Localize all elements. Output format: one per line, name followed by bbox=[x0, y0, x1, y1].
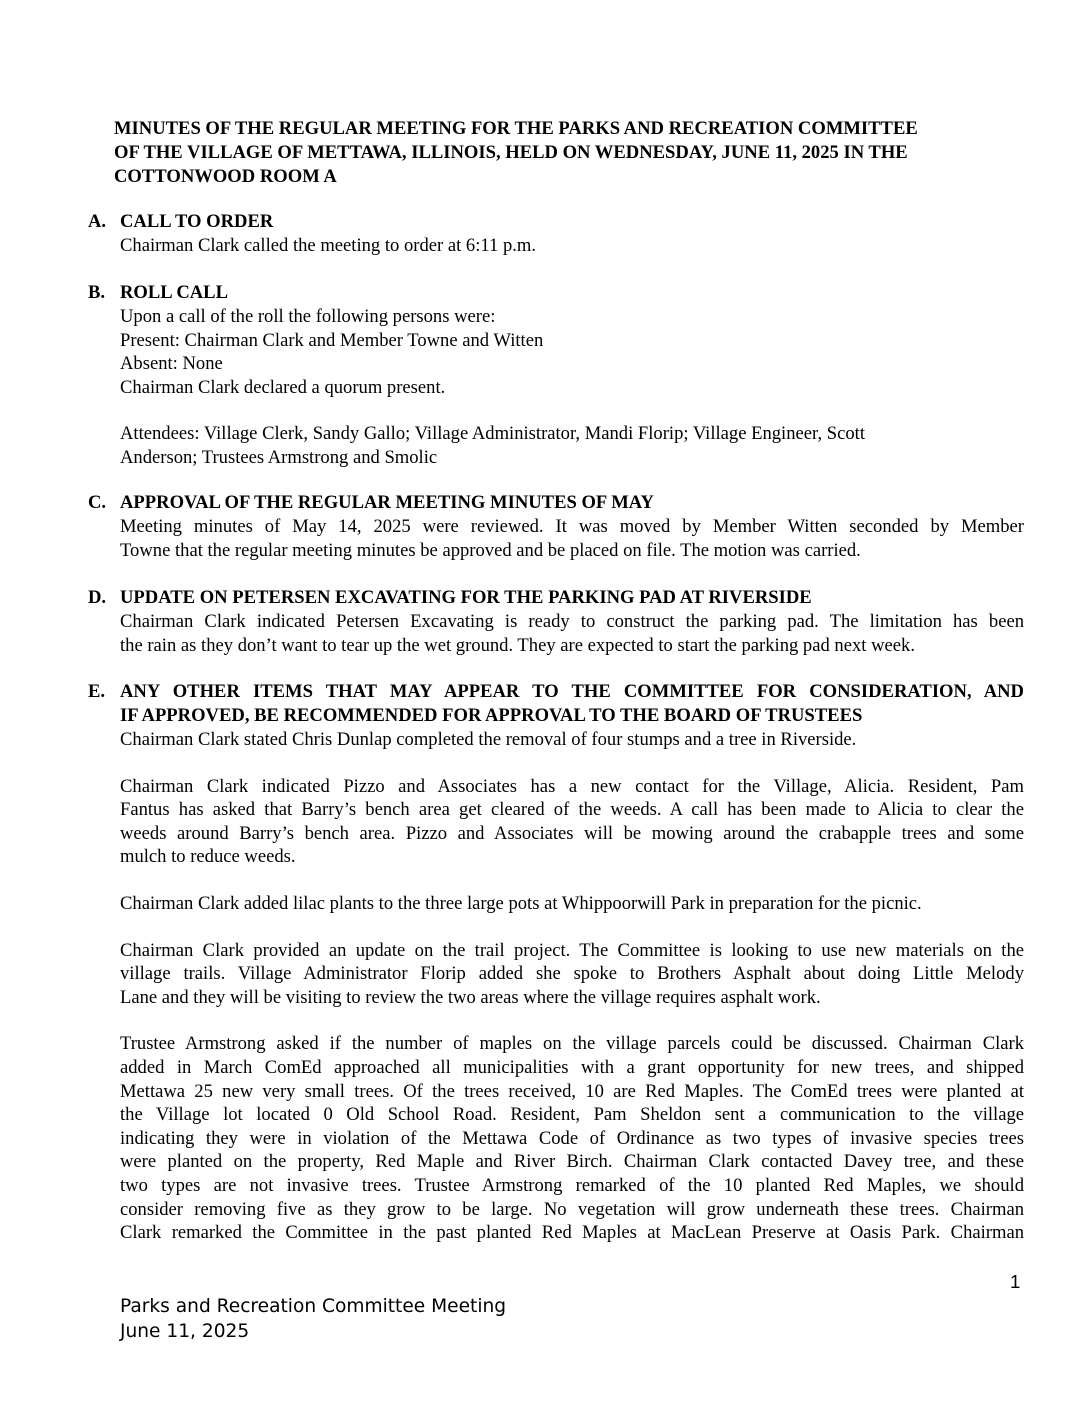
body-line: Chairman Clark stated Chris Dunlap completed the removal of four stumps and a tree in Riverside. bbox=[120, 729, 857, 750]
body-line: Chairman Clark indicated Petersen Excavating is ready to construct the parking pad. The limitation has been bbox=[120, 611, 1024, 632]
section-heading bbox=[88, 586, 1024, 610]
body-line: weeds around Barry’s bench area. Pizzo and Associates will be mowing around the crabapple trees and some bbox=[120, 822, 1024, 844]
section-heading bbox=[88, 210, 1024, 234]
section-body bbox=[88, 305, 1024, 470]
page-number: 1 bbox=[1010, 1271, 1021, 1292]
footer-meeting-name: Parks and Recreation Committee Meeting bbox=[120, 1296, 507, 1317]
section-title: IF APPROVED, BE RECOMMENDED FOR APPROVAL TO THE BOARD OF TRUSTEES bbox=[120, 705, 863, 726]
body-line: mulch to reduce weeds. bbox=[120, 846, 296, 868]
body-line: Lane and they will be visiting to review the two areas where the village requires asphalt work. bbox=[120, 986, 821, 1008]
body-line: were planted on the property, Red Maple and River Birch. Chairman Clark contacted Davey tree, and these bbox=[120, 1151, 1024, 1173]
attendees-line: Anderson; Trustees Armstrong and Smolic bbox=[120, 446, 438, 468]
section-roll-call bbox=[88, 281, 1024, 470]
body-line: Clark remarked the Committee in the past planted Red Maples at MacLean Preserve at Oasis Park. Chairman bbox=[120, 1222, 1024, 1244]
document-title bbox=[114, 117, 1014, 189]
page-footer bbox=[120, 1294, 506, 1344]
section-heading bbox=[88, 281, 1024, 305]
section-letter: B. bbox=[88, 282, 106, 303]
body-line: Meeting minutes of May 14, 2025 were reviewed. It was moved by Member Witten seconded by Member bbox=[120, 516, 1024, 537]
body-line: village trails. Village Administrator Florip added she spoke to Brothers Asphalt about doing Little Melody bbox=[120, 963, 1024, 985]
section-title: ROLL CALL bbox=[120, 282, 228, 303]
section-title: APPROVAL OF THE REGULAR MEETING MINUTES OF MAY bbox=[120, 492, 654, 513]
body-line: Mettawa 25 new very small trees. Of the trees received, 10 are Red Maples. The ComEd trees were planted at bbox=[120, 1080, 1024, 1102]
attendees-line: Attendees: Village Clerk, Sandy Gallo; Village Administrator, Mandi Florip; Village Engineer, Scott bbox=[120, 423, 865, 445]
body-line: Absent: None bbox=[120, 353, 223, 375]
body-line: the Village lot located 0 Old School Road. Resident, Pam Sheldon sent a communication to the village bbox=[120, 1104, 1024, 1126]
body-line: Fantus has asked that Barry’s bench area get cleared of the weeds. A call has been made to Alicia to clear the bbox=[120, 799, 1024, 821]
section-letter: D. bbox=[88, 587, 107, 608]
body-line: Upon a call of the roll the following persons were: bbox=[120, 306, 496, 327]
section-letter: E. bbox=[88, 681, 106, 702]
footer-date: June 11, 2025 bbox=[120, 1321, 250, 1342]
body-line: Towne that the regular meeting minutes be approved and be placed on file. The motion was carried. bbox=[120, 539, 861, 561]
section-other-items bbox=[88, 680, 1024, 1245]
body-line: Chairman Clark declared a quorum present. bbox=[120, 376, 446, 398]
section-title: CALL TO ORDER bbox=[120, 211, 274, 232]
body-line: Chairman Clark indicated Pizzo and Associates has a new contact for the Village, Alicia. Resident, Pam bbox=[120, 775, 1024, 797]
title-line: MINUTES OF THE REGULAR MEETING FOR THE PARKS AND RECREATION COMMITTEE bbox=[114, 118, 918, 139]
section-heading bbox=[88, 491, 1024, 515]
body-line: Trustee Armstrong asked if the number of maples on the village parcels could be discussed. Chairman Clark bbox=[120, 1033, 1024, 1055]
body-line: added in March ComEd approached all municipalities with a grant opportunity for new trees, and shipped bbox=[120, 1056, 1024, 1078]
section-body bbox=[88, 515, 1024, 562]
section-title: ANY OTHER ITEMS THAT MAY APPEAR TO THE COMMITTEE FOR CONSIDERATION, AND bbox=[120, 681, 1024, 702]
section-title: UPDATE ON PETERSEN EXCAVATING FOR THE PARKING PAD AT RIVERSIDE bbox=[120, 587, 812, 608]
body-line: Chairman Clark added lilac plants to the three large pots at Whippoorwill Park in preparation for the picnic. bbox=[120, 892, 922, 914]
section-approval-minutes bbox=[88, 491, 1024, 562]
section-petersen-update bbox=[88, 586, 1024, 657]
body-line: the rain as they don’t want to tear up the wet ground. They are expected to start the parking pad next week. bbox=[120, 634, 915, 656]
section-letter: A. bbox=[88, 211, 107, 232]
body-line: Chairman Clark called the meeting to order at 6:11 p.m. bbox=[120, 235, 536, 256]
section-heading bbox=[88, 680, 1024, 728]
section-call-to-order bbox=[88, 210, 1024, 258]
section-body bbox=[88, 610, 1024, 657]
body-line: indicating they were in violation of the Mettawa Code of Ordinance as two types of invasive species trees bbox=[120, 1127, 1024, 1149]
title-line: OF THE VILLAGE OF METTAWA, ILLINOIS, HELD ON WEDNESDAY, JUNE 11, 2025 IN THE bbox=[114, 142, 908, 163]
section-body bbox=[88, 728, 1024, 1245]
section-body bbox=[88, 234, 1024, 258]
body-line: two types are not invasive trees. Trustee Armstrong remarked of the 10 planted Red Maples, we should bbox=[120, 1174, 1024, 1196]
body-line: Present: Chairman Clark and Member Towne and Witten bbox=[120, 329, 544, 351]
title-line: COTTONWOOD ROOM A bbox=[114, 166, 337, 187]
section-letter: C. bbox=[88, 492, 107, 513]
body-line: consider removing five as they grow to be large. No vegetation will grow underneath these trees. Chairman bbox=[120, 1198, 1024, 1220]
body-line: Chairman Clark provided an update on the trail project. The Committee is looking to use new materials on the bbox=[120, 939, 1024, 961]
